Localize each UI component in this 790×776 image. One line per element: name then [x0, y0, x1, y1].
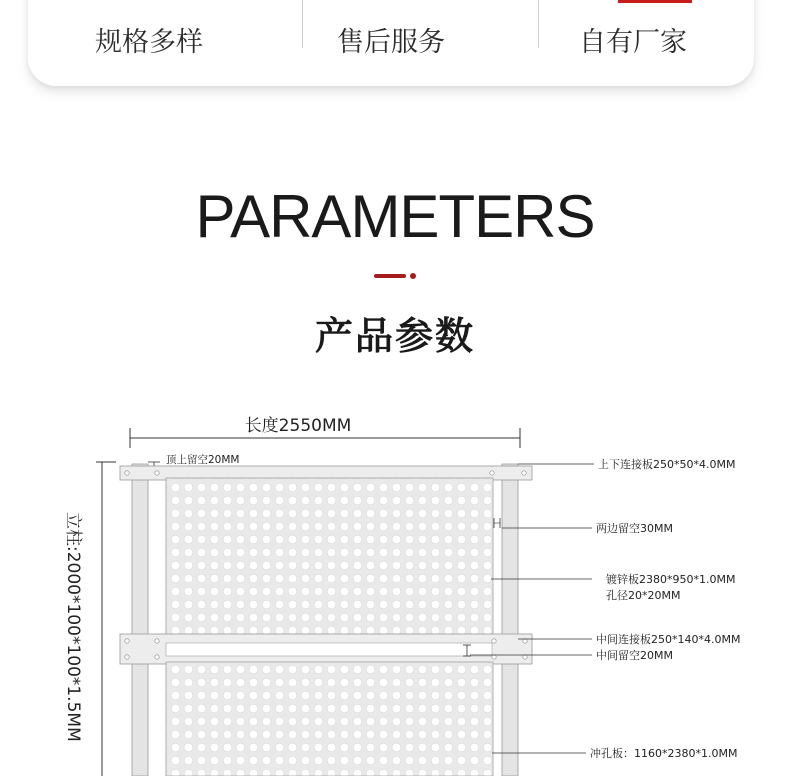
length-dimension	[130, 416, 520, 448]
left-post	[132, 464, 148, 776]
upper-perforated-panel	[166, 478, 493, 640]
side-gap-label: 两边留空30MM	[596, 522, 673, 535]
post-dimension	[63, 462, 116, 776]
top-bottom-plate-label: 上下连接板250*50*4.0MM	[598, 458, 736, 471]
side-gap-marker	[494, 518, 500, 528]
post-label: 立柱:2000*100*100*1.5MM	[63, 512, 83, 742]
section-title-en: PARAMETERS	[195, 183, 595, 250]
right-post	[502, 464, 518, 776]
top-gap-label: 顶上留空20MM	[166, 454, 240, 466]
feature-own-factory: 自有厂家	[579, 26, 687, 58]
feature-after-sales: 售后服务	[337, 26, 445, 58]
hole-size-label: 孔径20*20MM	[606, 589, 681, 602]
section-title-cn: 产品参数	[314, 314, 475, 358]
length-label: 长度2550MM	[244, 416, 352, 436]
galvanized-plate-label: 镀锌板2380*950*1.0MM	[606, 573, 736, 586]
punched-plate-label: 冲孔板：1160*2380*1.0MM	[590, 747, 738, 760]
lower-perforated-panel	[166, 662, 493, 776]
middle-gap-label: 中间留空20MM	[596, 649, 673, 662]
feature-variety: 规格多样	[95, 26, 203, 58]
middle-plate-label: 中间连接板250*140*4.0MM	[596, 633, 741, 646]
